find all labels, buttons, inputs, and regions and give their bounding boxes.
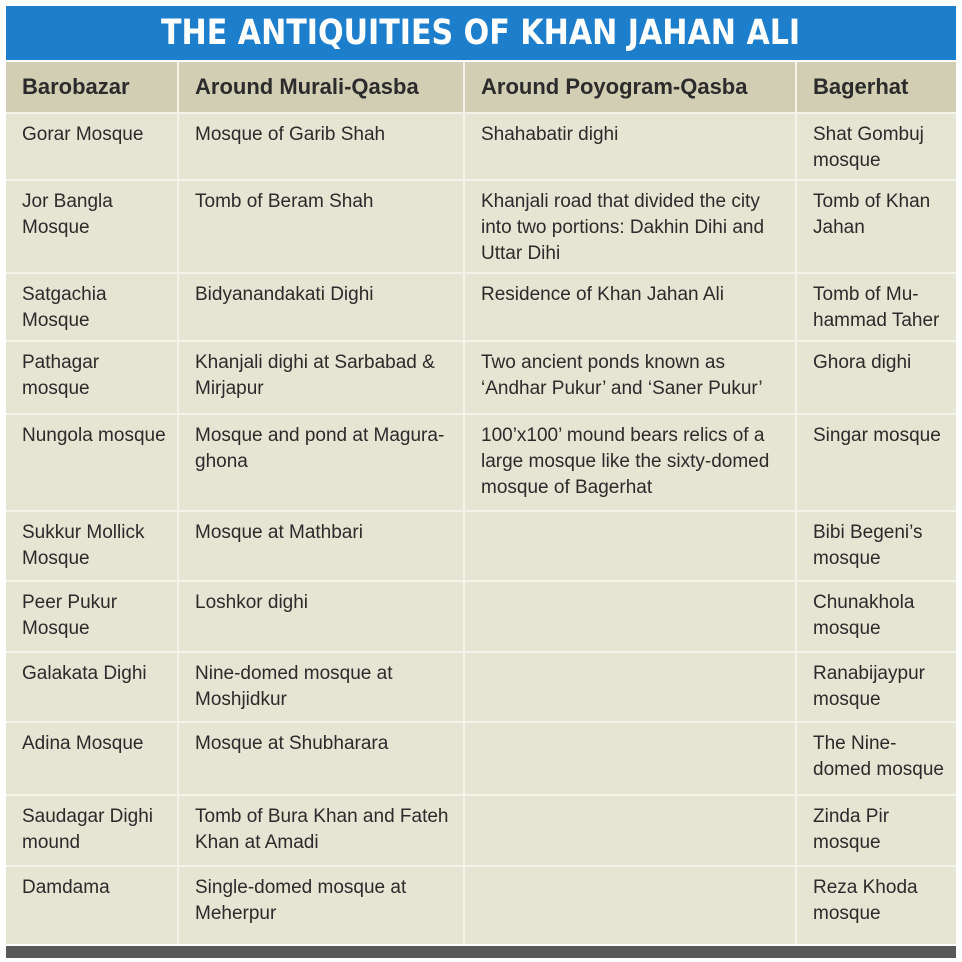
table-cell: Adina Mosque — [6, 722, 178, 795]
header-row — [6, 62, 956, 113]
table-cell: Shahabatir dighi — [464, 113, 796, 180]
table-cell — [464, 795, 796, 866]
table-cell: Nine-domed mosque at Moshjidkur — [178, 652, 464, 722]
antiquities-table-container — [6, 62, 956, 944]
table-row — [6, 341, 956, 414]
table-cell — [464, 581, 796, 652]
table-cell: Mosque at Shubharara — [178, 722, 464, 795]
table-cell: Chunakhola mosque — [796, 581, 956, 652]
table-cell: Tomb of Khan Jahan — [796, 180, 956, 273]
table-cell: Residence of Khan Jahan Ali — [464, 273, 796, 341]
table-cell: Satgachia Mosque — [6, 273, 178, 341]
table-row — [6, 113, 956, 180]
table-cell: Bidyanandakati Dighi — [178, 273, 464, 341]
table-cell: Tomb of Mu-hammad Taher — [796, 273, 956, 341]
table-cell: Bibi Begeni’s mosque — [796, 511, 956, 581]
table-cell: Peer Pukur Mosque — [6, 581, 178, 652]
table-row — [6, 866, 956, 944]
table-cell: Reza Khoda mosque — [796, 866, 956, 944]
column-header-murali-qasba: Around Murali-Qasba — [178, 62, 464, 113]
table-row — [6, 180, 956, 273]
antiquities-table — [6, 62, 956, 944]
page-title: THE ANTIQUITIES OF KHAN JAHAN ALI — [161, 13, 801, 53]
table-cell: Tomb of Bura Khan and Fateh Khan at Amadi — [178, 795, 464, 866]
table-row — [6, 795, 956, 866]
table-cell: Khanjali dighi at Sarbabad & Mirjapur — [178, 341, 464, 414]
table-cell: Saudagar Dighi mound — [6, 795, 178, 866]
table-row — [6, 273, 956, 341]
table-row — [6, 652, 956, 722]
table-row — [6, 722, 956, 795]
table-cell: Loshkor dighi — [178, 581, 464, 652]
table-cell: Mosque of Garib Shah — [178, 113, 464, 180]
footer-bar — [6, 946, 956, 958]
table-cell: Ranabijaypur mosque — [796, 652, 956, 722]
table-cell: Damdama — [6, 866, 178, 944]
table-cell — [464, 511, 796, 581]
table-cell: Pathagar mosque — [6, 341, 178, 414]
table-cell: Ghora dighi — [796, 341, 956, 414]
table-cell: Khanjali road that divided the city into two portions: Dakhin Dihi and Uttar Dihi — [464, 180, 796, 273]
table-cell: Shat Gombuj mosque — [796, 113, 956, 180]
table-cell: Mosque and pond at Magura-ghona — [178, 414, 464, 511]
column-header-barobazar: Barobazar — [6, 62, 178, 113]
table-cell: Nungola mosque — [6, 414, 178, 511]
table-cell: Single-domed mosque at Meherpur — [178, 866, 464, 944]
table-cell: Tomb of Beram Shah — [178, 180, 464, 273]
table-cell: Zinda Pir mosque — [796, 795, 956, 866]
table-cell: Galakata Dighi — [6, 652, 178, 722]
table-cell: Singar mosque — [796, 414, 956, 511]
title-banner — [6, 6, 956, 60]
table-row — [6, 581, 956, 652]
table-cell — [464, 722, 796, 795]
table-cell: Gorar Mosque — [6, 113, 178, 180]
column-header-bagerhat: Bagerhat — [796, 62, 956, 113]
table-cell — [464, 652, 796, 722]
table-cell: 100’x100’ mound bears relics of a large mosque like the sixty-domed mosque of Bagerhat — [464, 414, 796, 511]
table-cell: The Nine-domed mosque — [796, 722, 956, 795]
table-cell — [464, 866, 796, 944]
table-row — [6, 414, 956, 511]
table-cell: Two ancient ponds known as ‘Andhar Pukur’ and ‘Saner Pukur’ — [464, 341, 796, 414]
table-row — [6, 511, 956, 581]
table-cell: Sukkur Mollick Mosque — [6, 511, 178, 581]
table-cell: Jor Bangla Mosque — [6, 180, 178, 273]
column-header-poyogram-qasba: Around Poyogram-Qasba — [464, 62, 796, 113]
table-cell: Mosque at Mathbari — [178, 511, 464, 581]
